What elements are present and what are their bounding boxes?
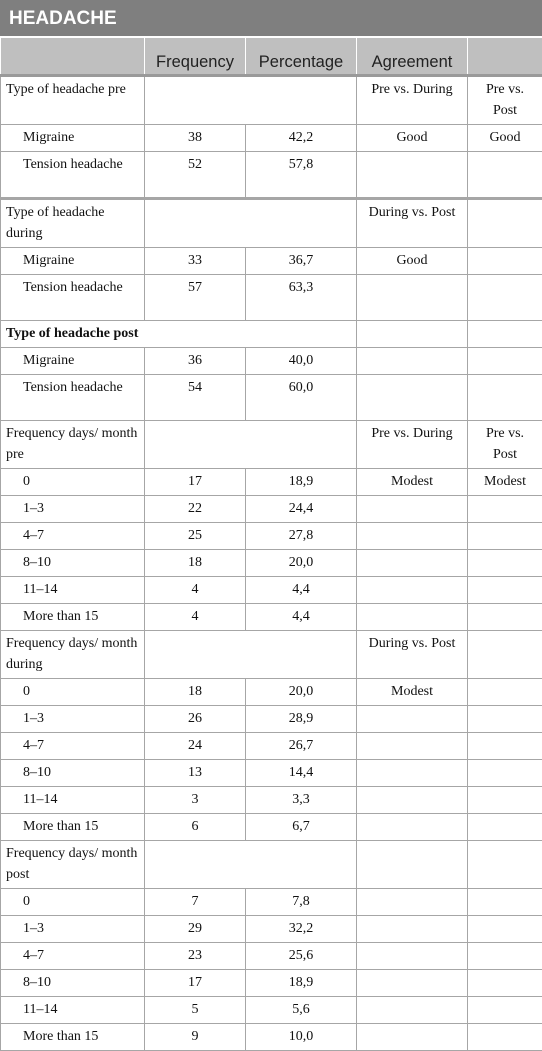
percentage-cell: 25,6 (246, 943, 357, 970)
row-label: 8–10 (1, 550, 145, 577)
agreement-cell-2 (468, 199, 542, 248)
agreement-cell (357, 970, 468, 997)
percentage-cell: 4,4 (246, 577, 357, 604)
frequency-cell: 57 (145, 275, 246, 321)
table-row (1, 275, 542, 321)
frequency-cell: 6 (145, 814, 246, 841)
table-body (1, 76, 542, 1051)
agreement-cell: Pre vs. During (357, 421, 468, 469)
table-section-row (1, 631, 542, 679)
agreement-cell-2 (468, 321, 542, 348)
table-section-row (1, 199, 542, 248)
table-title: HEADACHE (0, 0, 542, 38)
table-row (1, 248, 542, 275)
agreement-cell-2 (468, 889, 542, 916)
row-label: 11–14 (1, 997, 145, 1024)
row-label: 0 (1, 889, 145, 916)
agreement-cell-2 (468, 679, 542, 706)
agreement-cell (357, 604, 468, 631)
agreement-cell: Modest (357, 679, 468, 706)
agreement-cell-2 (468, 814, 542, 841)
agreement-cell: Pre vs. During (357, 76, 468, 125)
table-row (1, 375, 542, 421)
table-row (1, 679, 542, 706)
percentage-cell: 6,7 (246, 814, 357, 841)
percentage-cell: 18,9 (246, 469, 357, 496)
agreement-cell (357, 152, 468, 199)
table-row (1, 997, 542, 1024)
empty-cell (145, 841, 357, 889)
row-label: 8–10 (1, 760, 145, 787)
section-label: Type of headache pre (1, 76, 145, 125)
table-row (1, 604, 542, 631)
percentage-cell: 26,7 (246, 733, 357, 760)
row-label: 4–7 (1, 733, 145, 760)
percentage-cell: 14,4 (246, 760, 357, 787)
row-label: 4–7 (1, 943, 145, 970)
agreement-cell: During vs. Post (357, 199, 468, 248)
agreement-cell-2 (468, 841, 542, 889)
percentage-cell: 20,0 (246, 550, 357, 577)
percentage-cell: 3,3 (246, 787, 357, 814)
row-label: More than 15 (1, 1024, 145, 1051)
section-label: Frequency days/ month post (1, 841, 145, 889)
empty-cell (145, 421, 357, 469)
table-row (1, 550, 542, 577)
row-label: 0 (1, 469, 145, 496)
row-label: More than 15 (1, 604, 145, 631)
agreement-cell-2 (468, 1024, 542, 1051)
row-label: Migraine (1, 348, 145, 375)
header-percentage: Percentage (246, 38, 357, 76)
agreement-cell (357, 814, 468, 841)
agreement-cell (357, 916, 468, 943)
section-label: Type of headache during (1, 199, 145, 248)
agreement-cell (357, 841, 468, 889)
row-label: Tension headache (1, 152, 145, 199)
agreement-cell: Good (357, 248, 468, 275)
table-row (1, 523, 542, 550)
percentage-cell: 57,8 (246, 152, 357, 199)
frequency-cell: 54 (145, 375, 246, 421)
frequency-cell: 25 (145, 523, 246, 550)
row-label: 11–14 (1, 577, 145, 604)
frequency-cell: 29 (145, 916, 246, 943)
table-row (1, 1024, 542, 1051)
percentage-cell: 36,7 (246, 248, 357, 275)
agreement-cell-2 (468, 348, 542, 375)
percentage-cell: 24,4 (246, 496, 357, 523)
agreement-cell (357, 523, 468, 550)
percentage-cell: 63,3 (246, 275, 357, 321)
table-section-row (1, 76, 542, 125)
agreement-cell: Modest (357, 469, 468, 496)
table-row (1, 916, 542, 943)
table-section-row (1, 321, 542, 348)
table-row (1, 889, 542, 916)
row-label: 11–14 (1, 787, 145, 814)
table-row (1, 943, 542, 970)
empty-cell (145, 631, 357, 679)
agreement-cell-2 (468, 496, 542, 523)
table-row (1, 706, 542, 733)
row-label: 4–7 (1, 523, 145, 550)
percentage-cell: 60,0 (246, 375, 357, 421)
table-row (1, 348, 542, 375)
frequency-cell: 4 (145, 604, 246, 631)
frequency-cell: 38 (145, 125, 246, 152)
table-row (1, 496, 542, 523)
header-frequency: Frequency (145, 38, 246, 76)
frequency-cell: 18 (145, 550, 246, 577)
headache-table (0, 38, 542, 1051)
agreement-cell-2: Pre vs. Post (468, 421, 542, 469)
agreement-cell-2: Good (468, 125, 542, 152)
agreement-cell-2 (468, 631, 542, 679)
frequency-cell: 52 (145, 152, 246, 199)
agreement-cell-2 (468, 733, 542, 760)
agreement-cell-2: Modest (468, 469, 542, 496)
agreement-cell-2 (468, 523, 542, 550)
agreement-cell (357, 733, 468, 760)
agreement-cell-2 (468, 577, 542, 604)
frequency-cell: 22 (145, 496, 246, 523)
agreement-cell (357, 577, 468, 604)
row-label: Tension headache (1, 275, 145, 321)
frequency-cell: 9 (145, 1024, 246, 1051)
row-label: 1–3 (1, 496, 145, 523)
percentage-cell: 10,0 (246, 1024, 357, 1051)
table-row (1, 469, 542, 496)
agreement-cell (357, 348, 468, 375)
percentage-cell: 27,8 (246, 523, 357, 550)
agreement-cell (357, 787, 468, 814)
table-row (1, 733, 542, 760)
frequency-cell: 24 (145, 733, 246, 760)
agreement-cell-2 (468, 604, 542, 631)
agreement-cell: Good (357, 125, 468, 152)
agreement-cell (357, 760, 468, 787)
agreement-cell (357, 889, 468, 916)
percentage-cell: 18,9 (246, 970, 357, 997)
agreement-cell: During vs. Post (357, 631, 468, 679)
agreement-cell-2 (468, 550, 542, 577)
frequency-cell: 26 (145, 706, 246, 733)
percentage-cell: 42,2 (246, 125, 357, 152)
agreement-cell-2 (468, 787, 542, 814)
frequency-cell: 13 (145, 760, 246, 787)
percentage-cell: 20,0 (246, 679, 357, 706)
header-agreement: Agreement (357, 38, 468, 76)
frequency-cell: 36 (145, 348, 246, 375)
row-label: 1–3 (1, 706, 145, 733)
section-label: Type of headache post (1, 321, 357, 348)
agreement-cell (357, 375, 468, 421)
row-label: Migraine (1, 248, 145, 275)
agreement-cell (357, 1024, 468, 1051)
agreement-cell (357, 706, 468, 733)
percentage-cell: 40,0 (246, 348, 357, 375)
agreement-cell-2: Pre vs. Post (468, 76, 542, 125)
agreement-cell-2 (468, 943, 542, 970)
frequency-cell: 7 (145, 889, 246, 916)
percentage-cell: 32,2 (246, 916, 357, 943)
row-label: Tension headache (1, 375, 145, 421)
table-row (1, 760, 542, 787)
agreement-cell (357, 550, 468, 577)
table-section-row (1, 841, 542, 889)
agreement-cell (357, 275, 468, 321)
percentage-cell: 28,9 (246, 706, 357, 733)
agreement-cell-2 (468, 916, 542, 943)
frequency-cell: 17 (145, 970, 246, 997)
agreement-cell-2 (468, 275, 542, 321)
section-label: Frequency days/ month during (1, 631, 145, 679)
table-row (1, 577, 542, 604)
section-label: Frequency days/ month pre (1, 421, 145, 469)
percentage-cell: 5,6 (246, 997, 357, 1024)
frequency-cell: 17 (145, 469, 246, 496)
table-row (1, 787, 542, 814)
table-row (1, 970, 542, 997)
frequency-cell: 18 (145, 679, 246, 706)
agreement-cell (357, 321, 468, 348)
agreement-cell (357, 943, 468, 970)
frequency-cell: 4 (145, 577, 246, 604)
percentage-cell: 4,4 (246, 604, 357, 631)
header-label (1, 38, 145, 76)
row-label: 1–3 (1, 916, 145, 943)
agreement-cell (357, 496, 468, 523)
frequency-cell: 23 (145, 943, 246, 970)
agreement-cell-2 (468, 970, 542, 997)
agreement-cell-2 (468, 997, 542, 1024)
table-row (1, 125, 542, 152)
row-label: More than 15 (1, 814, 145, 841)
row-label: 8–10 (1, 970, 145, 997)
agreement-cell (357, 997, 468, 1024)
agreement-cell-2 (468, 248, 542, 275)
table-row (1, 814, 542, 841)
row-label: Migraine (1, 125, 145, 152)
table-section-row (1, 421, 542, 469)
table-row (1, 152, 542, 199)
empty-cell (145, 199, 357, 248)
empty-cell (145, 76, 357, 125)
frequency-cell: 33 (145, 248, 246, 275)
agreement-cell-2 (468, 706, 542, 733)
frequency-cell: 3 (145, 787, 246, 814)
header-row (1, 38, 542, 76)
percentage-cell: 7,8 (246, 889, 357, 916)
header-agreement-2 (468, 38, 542, 76)
agreement-cell-2 (468, 152, 542, 199)
agreement-cell-2 (468, 375, 542, 421)
frequency-cell: 5 (145, 997, 246, 1024)
row-label: 0 (1, 679, 145, 706)
agreement-cell-2 (468, 760, 542, 787)
